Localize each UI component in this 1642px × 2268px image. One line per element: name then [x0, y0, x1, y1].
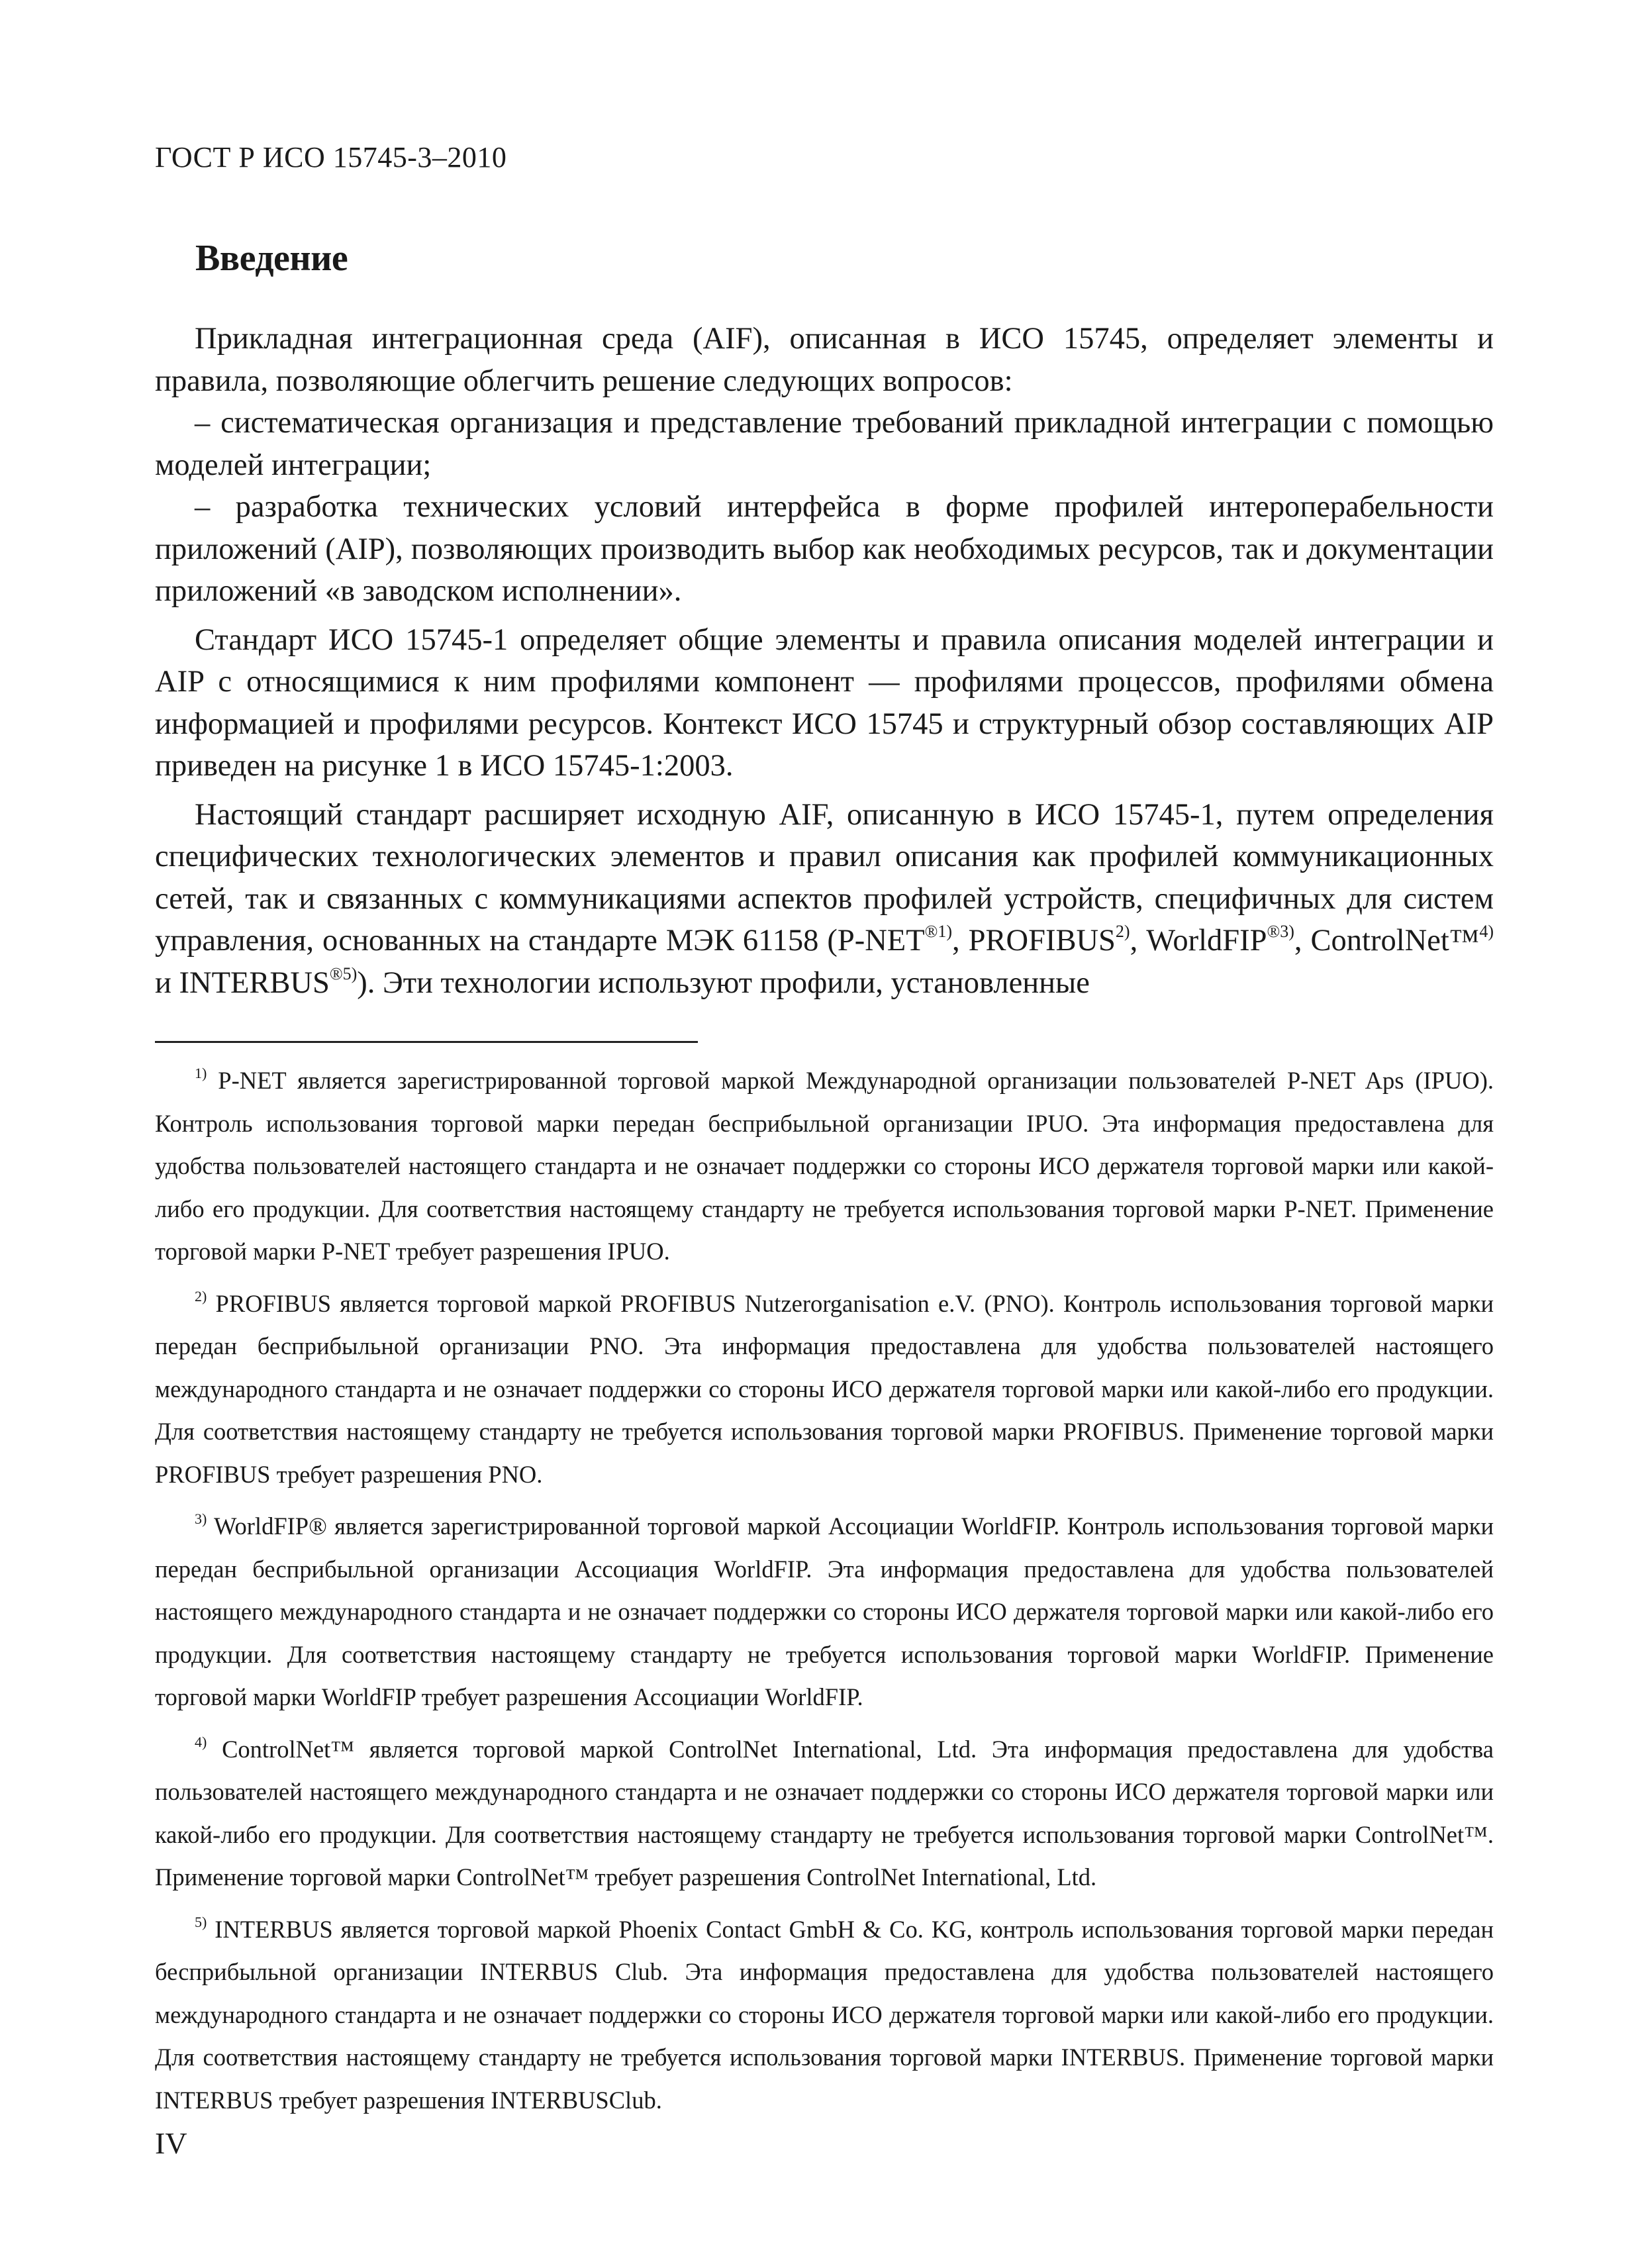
- footnote-text: ControlNet™ является торговой маркой ControlNet International, Ltd. Эта информация предоставлена для удобства пользователей настоящего международного стандарта и не означает поддержки со стороны ИСО держателя торговой марки или какой-либо его продукции. Для соответствия настоящему стандарту не требуется использования торговой марки ControlNet™. Применение торговой марки ControlNet™ требует разрешения ControlNet International, Ltd.: [155, 1735, 1494, 1891]
- page-title: Введение: [195, 238, 348, 279]
- footnote-divider: [155, 1041, 698, 1043]
- footnote-ref-3: ®3): [1267, 922, 1294, 941]
- footnote-mark: 5): [195, 1913, 207, 1930]
- paragraph-3: [155, 794, 1494, 1005]
- footnote-mark: 4): [195, 1733, 207, 1750]
- footnote-2: [155, 1283, 1494, 1497]
- footnotes: [155, 1060, 1494, 2131]
- footnote-text: INTERBUS является торговой маркой Phoenix Contact GmbH & Co. KG, контроль использования торговой марки передан бесприбыльной организации INTERBUS Club. Эта информация предоставлена для удобства пользователей настоящего международного стандарта и не означает поддержки со стороны ИСО держателя торговой марки или какой-либо его продукции. Для соответствия настоящему стандарту не требуется использования торговой марки INTERBUS. Применение торговой марки INTERBUS требует разрешения INTERBUSClub.: [155, 1915, 1494, 2114]
- footnote-3: [155, 1505, 1494, 1719]
- list-item-1: – систематическая организация и представление требований прикладной интеграции с помощью моделей интеграции;: [155, 406, 1494, 482]
- footnote-mark: 1): [195, 1065, 207, 1081]
- paragraph-3-text-f: ). Эти технологии используют профили, установленные: [357, 965, 1090, 1000]
- paragraph-3-text-c: , WorldFIP: [1130, 924, 1267, 958]
- footnote-text: P-NET является зарегистрированной торговой маркой Международной организации пользователей P-NET Aps (IPUO). Контроль использования торговой марки передан бесприбыльной организации IPUO. Эта информация предоставлена для удобства пользователей настоящего стандарта и не означает поддержки со стороны ИСО держателя торговой марки или какой-либо его продукции. Для соответствия настоящему стандарту не требуется использования торговой марки P-NET. Применение торговой марки P-NET требует разрешения IPUO.: [155, 1067, 1494, 1265]
- footnote-mark: 3): [195, 1510, 207, 1527]
- paragraph-2: Стандарт ИСО 15745-1 определяет общие элементы и правила описания моделей интеграции и AIP с относящимися к ним профилями компонент — профилями процессов, профилями обмена информацией и профилями ресурсов. Контекст ИСО 15745 и структурный обзор составляющих AIP приведен на рисунке 1 в ИСО 15745-1:2003.: [155, 622, 1494, 783]
- footnote-text: PROFIBUS является торговой маркой PROFIBUS Nutzerorganisation e.V. (PNO). Контроль использования торговой марки передан бесприбыльной организации PNO. Эта информация предоставлена для удобства пользователей настоящего международного стандарта и не означает поддержки со стороны ИСО держателя торговой марки или какой-либо его продукции. Для соответствия настоящему стандарту не требуется использования торговой марки PROFIBUS. Применение торговой марки PROFIBUS требует разрешения PNO.: [155, 1289, 1494, 1488]
- paragraph-3-text-b: , PROFIBUS: [952, 924, 1116, 958]
- page-number: IV: [155, 2126, 187, 2160]
- footnote-ref-4: 4): [1479, 922, 1494, 941]
- paragraph-3-text-e: и INTERBUS: [155, 965, 330, 1000]
- document-header: ГОСТ Р ИСО 15745-3–2010: [155, 141, 507, 173]
- paragraph-1: Прикладная интеграционная среда (AIF), описанная в ИСО 15745, определяет элементы и правила, позволяющие облегчить решение следующих вопросов:: [155, 322, 1494, 398]
- footnote-mark: 2): [195, 1287, 207, 1305]
- footnote-ref-5: ®5): [329, 963, 358, 983]
- footnote-1: [155, 1060, 1494, 1273]
- footnote-4: [155, 1728, 1494, 1899]
- footnote-5: [155, 1908, 1494, 2122]
- list-item-2: – разработка технических условий интерфейса в форме профилей интероперабельности приложений (AIP), позволяющих производить выбор как необходимых ресурсов, так и документации приложений «в заводском исполнении».: [155, 490, 1494, 608]
- paragraph-3-text-a: Настоящий стандарт расширяет исходную AIF, описанную в ИСО 15745-1, путем определения специфических технологических элементов и правил описания как профилей коммуникационных сетей, так и связанных с коммуникациями аспектов профилей устройств, специфичных для систем управления, основанных на стандарте МЭК 61158 (P-NET: [155, 797, 1494, 958]
- main-text: [155, 318, 1494, 1004]
- footnote-text: WorldFIP® является зарегистрированной торговой маркой Ассоциации WorldFIP. Контроль использования торговой марки передан бесприбыльной организации Ассоциация WorldFIP. Эта информация предоставлена для удобства пользователей настоящего международного стандарта и не означает поддержки со стороны ИСО держателя торговой марки или какой-либо его продукции. Для соответствия настоящему стандарту не требуется использования торговой марки WorldFIP. Применение торговой марки WorldFIP требует разрешения Ассоциации WorldFIP.: [155, 1512, 1494, 1710]
- footnote-ref-1: ®1): [924, 922, 953, 941]
- footnote-ref-2: 2): [1115, 922, 1130, 941]
- paragraph-3-text-d: , ControlNet™: [1294, 924, 1480, 958]
